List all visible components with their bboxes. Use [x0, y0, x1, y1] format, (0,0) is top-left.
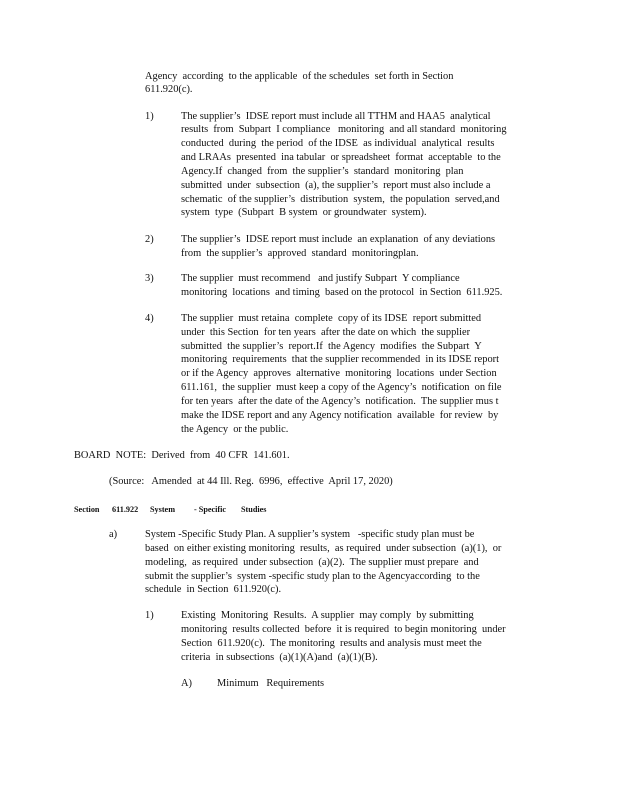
item-line: The supplier’s IDSE report must include all TTHM and HAA5 analytical	[181, 111, 491, 122]
item-line: conducted during the period of the IDSE as individual analytical results	[181, 138, 495, 149]
item-number: 4)	[145, 313, 154, 324]
item-number: A)	[181, 678, 192, 689]
item-line: The supplier must retaina complete copy of its IDSE report submitted	[181, 313, 482, 324]
item-line: 611.161, the supplier must keep a copy of the Agency’s notification on file	[181, 382, 502, 393]
item-line: monitoring results collected before it is required to begin monitoring under	[181, 624, 506, 635]
section-title-word: System	[150, 505, 176, 514]
item-line: submitted under subsection (a), the supplier’s report must also include a	[181, 180, 491, 191]
subsection-line: based on either existing monitoring results, as required under subsection (a)(1), or	[145, 543, 502, 554]
item-line: Section 611.920(c). The monitoring results and analysis must meet the	[181, 638, 482, 649]
item-line: results from Subpart I compliance monitoring and all standard monitoring	[181, 124, 507, 135]
item-number: 1)	[145, 610, 154, 621]
item-number: 1)	[145, 111, 154, 122]
subheading-minimum-requirements: Minimum Requirements	[217, 678, 325, 689]
item-line: system type (Subpart B system or groundwater system).	[181, 207, 427, 218]
section-title-word: Studies	[241, 505, 267, 514]
item-line: submitted the supplier’s report.If the Agency modifies the Subpart Y	[181, 341, 482, 352]
item-line: Agency.If changed from the supplier’s standard monitoring plan	[181, 166, 464, 177]
subsection-number: a)	[109, 529, 118, 540]
item-line: or if the Agency approves alternative monitoring locations under Section	[181, 368, 497, 379]
subsection-line: System -Specific Study Plan. A supplier’s system -specific study plan must be	[145, 529, 475, 540]
board-note: BOARD NOTE: Derived from 40 CFR 141.601.	[74, 450, 290, 461]
section-number: 611.922	[112, 505, 139, 514]
subsection-line: schedule in Section 611.920(c).	[145, 584, 282, 595]
item-line: make the IDSE report and any Agency notification available for review by	[181, 410, 499, 421]
intro-line: Agency according to the applicable of the schedules set forth in Section	[145, 71, 454, 82]
item-line: monitoring requirements that the supplier recommended in its IDSE report	[181, 354, 499, 365]
item-line: under this Section for ten years after the date on which the supplier	[181, 327, 471, 338]
section-label: Section	[74, 505, 100, 514]
item-line: The supplier’s IDSE report must include an explanation of any deviations	[181, 234, 496, 245]
item-line: criteria in subsections (a)(1)(A)and (a)(1)(B).	[181, 652, 378, 663]
item-line: schematic of the supplier’s distribution system, the population served,and	[181, 194, 500, 205]
item-number: 3)	[145, 273, 154, 284]
subsection-line: submit the supplier’s system -specific study plan to the Agencyaccording to the	[145, 571, 480, 582]
item-line: the Agency or the public.	[181, 424, 289, 435]
subsection-line: modeling, as required under subsection (a)(2). The supplier must prepare and	[145, 557, 479, 568]
section-title-word: - Specific	[194, 505, 227, 514]
item-number: 2)	[145, 234, 154, 245]
intro-line: 611.920(c).	[145, 84, 193, 95]
item-line: and LRAAs presented ina tabular or spreadsheet format acceptable to the	[181, 152, 501, 163]
item-line: monitoring locations and timing based on the protocol in Section 611.925.	[181, 287, 503, 298]
source-note: (Source: Amended at 44 Ill. Reg. 6996, effective April 17, 2020)	[109, 476, 393, 487]
item-line: for ten years after the date of the Agency’s notification. The supplier mus t	[181, 396, 499, 407]
item-line: from the supplier’s approved standard monitoringplan.	[181, 248, 419, 259]
item-line: Existing Monitoring Results. A supplier may comply by submitting	[181, 610, 474, 621]
item-line: The supplier must recommend and justify Subpart Y compliance	[181, 273, 460, 284]
